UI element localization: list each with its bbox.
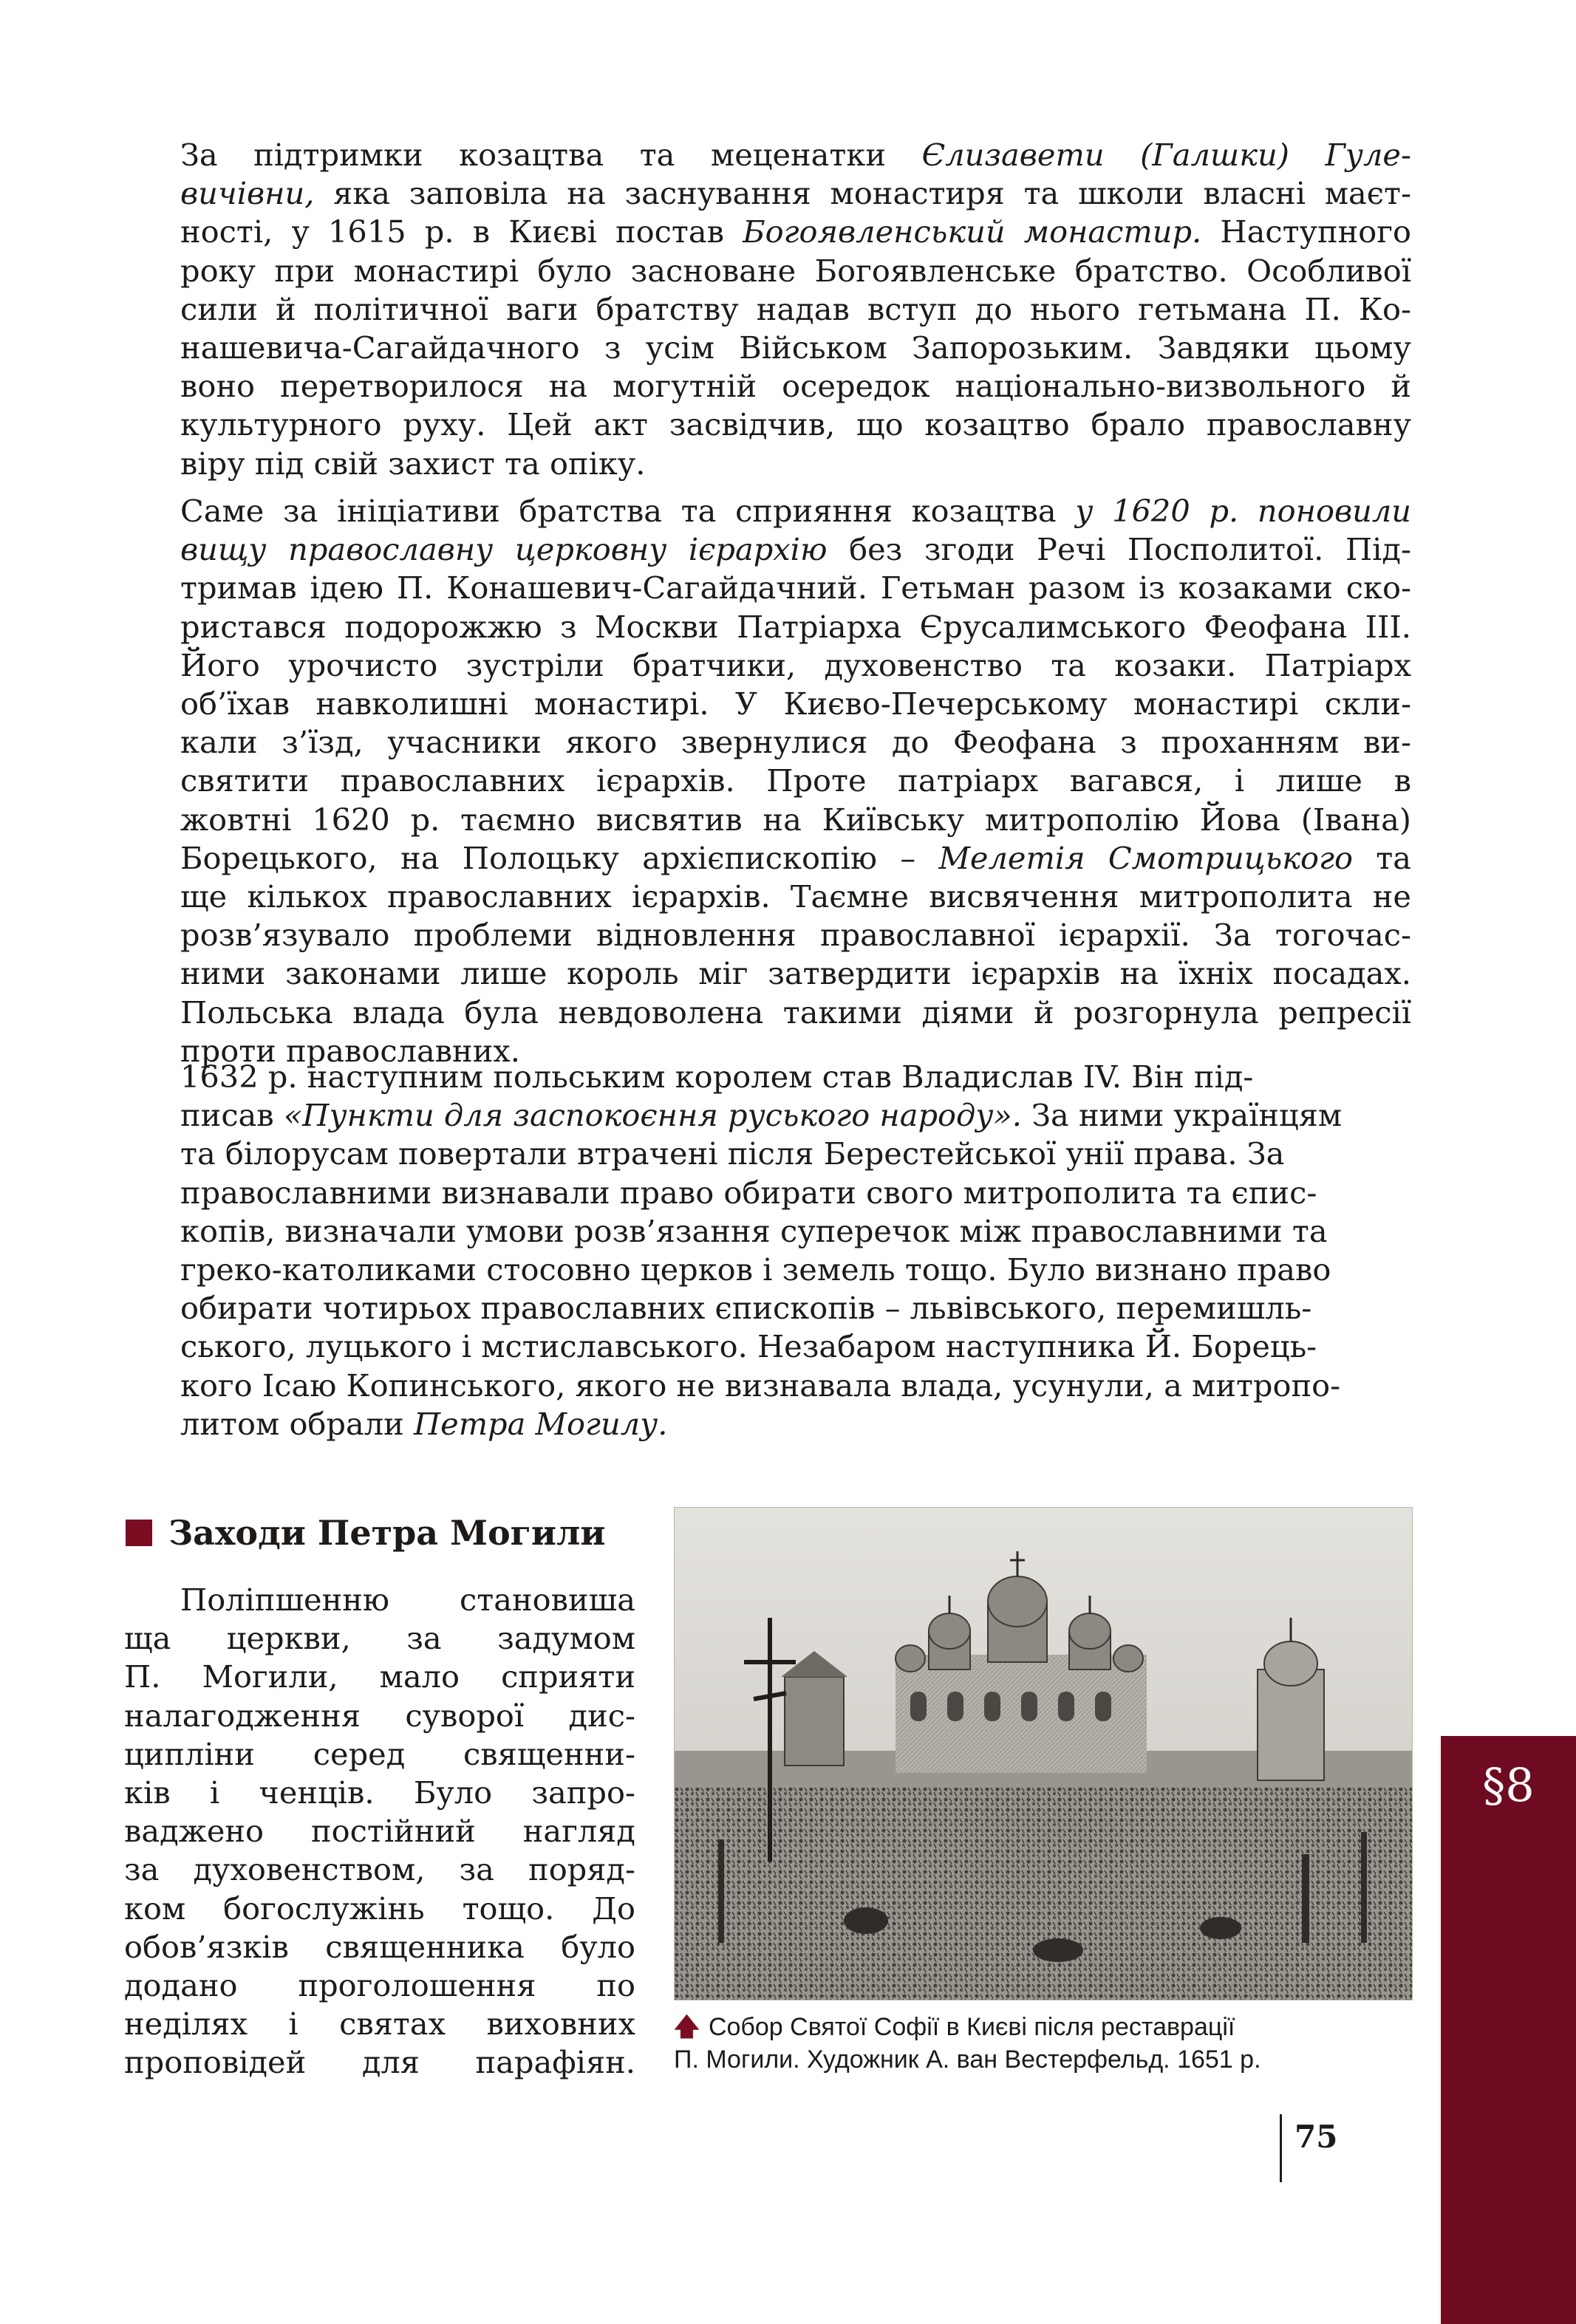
section-text-line: ваджено постійний нагляд	[124, 1813, 635, 1850]
page-number: 75	[1294, 2119, 1338, 2155]
text-line: сили й політичної ваги братству надав вступ до нього гетьмана П. Ко-	[180, 290, 1411, 327]
section-text-line: проповідей для парафіян.	[124, 2044, 635, 2081]
section-text-line: ків і ченців. Було запро-	[124, 1774, 635, 1811]
text-line: та білорусам повертали втрачені після Берестейської унії права. За	[180, 1135, 1285, 1172]
chapter-tab-label: §8	[1482, 1758, 1535, 1812]
page-number-rule	[1280, 2114, 1282, 2182]
paragraph-1	[124, 136, 1411, 483]
text-line: писав «Пункти для заспокоєння руського народу». За ними українцям	[180, 1097, 1343, 1134]
text-line: ності, у 1615 р. в Києві постав Богоявленський монастир. Наступного	[180, 213, 1411, 250]
section-text-line: ком богослужінь тощо. До	[124, 1890, 635, 1927]
text-line: кого Ісаю Копинського, якого не визнавала влада, усунули, а митропо-	[180, 1367, 1341, 1404]
text-line: вищу православну церковну ієрархію без згоди Речі Посполитої. Під-	[180, 531, 1411, 568]
figure-caption	[674, 2011, 1420, 2076]
text-line: литом обрали Петра Могилу.	[180, 1405, 668, 1442]
up-arrow-icon: 🡅	[674, 2013, 700, 2041]
text-line: ського, луцького і мстиславського. Незабаром наступника Й. Борець-	[180, 1328, 1317, 1365]
text-line: віру під свій захист та опіку.	[180, 445, 646, 482]
text-line: нашевича-Сагайдачного з усім Військом Запорозьким. Завдяки цьому	[180, 329, 1411, 366]
chapter-tab	[1441, 1736, 1576, 2324]
section-text-line: ща церкви, за задумом	[124, 1620, 635, 1657]
section-text-line: неділях і святах виховних	[124, 2006, 635, 2043]
text-line: Саме за ініціативи братства та сприяння козацтва у 1620 р. поновили	[180, 493, 1411, 529]
section-text-line: за духовенством, за поряд-	[124, 1851, 635, 1888]
text-line: року при монастирі було засноване Богоявленське братство. Особливої	[180, 252, 1411, 289]
caption-line-1: Собор Святої Софії в Києві після реставрації	[708, 2013, 1235, 2041]
text-line: обирати чотирьох православних єпископів – львівського, перемишль-	[180, 1290, 1312, 1327]
text-line: жовтні 1620 р. таємно висвятив на Київську митрополію Йова (Івана)	[180, 801, 1411, 838]
section-heading	[126, 1511, 606, 1555]
square-bullet-icon	[126, 1520, 152, 1546]
section-text-line: додано проголошення по	[124, 1967, 635, 2004]
text-line: 1632 р. наступним польським королем став Владислав IV. Він під-	[180, 1059, 1254, 1095]
section-text	[124, 1581, 635, 2082]
text-line: Його урочисто зустріли братчики, духовенство та козаки. Патріарх	[180, 646, 1411, 683]
cathedral-engraving	[674, 1507, 1413, 2000]
text-line: ними законами лише король міг затвердити ієрархів на їхніх посадах.	[180, 955, 1411, 992]
text-line: кали з’їзд, учасники якого звернулися до Феофана з проханням ви-	[180, 724, 1411, 761]
text-line: воно перетворилося на могутній осередок національно-визвольного й	[180, 368, 1411, 405]
paragraph-3	[124, 1058, 1411, 1443]
section-text-line: П. Могили, мало сприяти	[124, 1658, 635, 1695]
section-text-line: обов’язків священника було	[124, 1928, 635, 1965]
paragraph-2	[124, 492, 1411, 1070]
text-line: ристався подорожжю з Москви Патріарха Єрусалимського Феофана III.	[180, 608, 1411, 645]
text-line: вичівни, яка заповіла на заснування монастиря та школи власні маєт-	[180, 175, 1411, 212]
text-line: Польська влада була невдоволена такими діями й розгорнула репресії	[180, 994, 1411, 1031]
section-text-line: ципліни серед священни-	[124, 1735, 635, 1772]
text-line: тримав ідею П. Конашевич-Сагайдачний. Гетьман разом із козаками ско-	[180, 570, 1411, 606]
caption-line-2: П. Могили. Художник А. ван Вестерфельд. 1651 р.	[674, 2046, 1261, 2074]
text-line: розв’язувало проблеми відновлення православної ієрархії. За тогочас-	[180, 917, 1411, 954]
text-line: об’їхав навколишні монастирі. У Києво-Печерському монастирі скли-	[180, 686, 1411, 722]
text-line: За підтримки козацтва та меценатки Єлизавети (Галшки) Гуле-	[180, 137, 1411, 173]
section-text-line: Поліпшенню становиша	[180, 1582, 635, 1618]
section-title: Заходи Петра Могили	[168, 1513, 606, 1553]
text-line: православними визнавали право обирати свого митрополита та єпис-	[180, 1174, 1317, 1211]
text-line: ще кількох православних ієрархів. Таємне висвячення митрополита не	[180, 878, 1411, 915]
engraving-image	[674, 1507, 1413, 2000]
text-line: копів, визначали умови розв’язання суперечок між православними та	[180, 1212, 1328, 1249]
text-line: Борецького, на Полоцьку архієпископію – Мелетія Смотрицького та	[180, 839, 1411, 876]
section-text-line: налагодження суворої дис-	[124, 1697, 635, 1734]
text-line: греко-католиками стосовно церков і земель тощо. Було визнано право	[180, 1251, 1331, 1288]
text-line: проти православних.	[180, 1032, 520, 1069]
text-line: культурного руху. Цей акт засвідчив, що козацтво брало православну	[180, 406, 1411, 443]
text-line: святити православних ієрархів. Проте патріарх вагався, і лише в	[180, 762, 1411, 799]
